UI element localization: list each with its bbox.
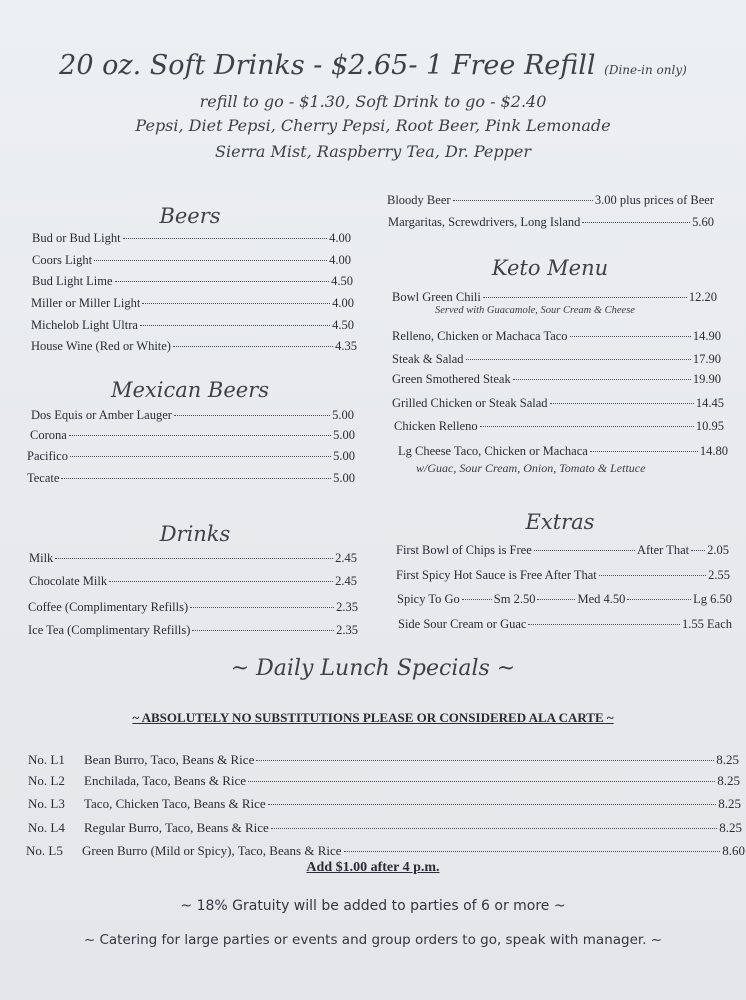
- menu-item: Spicy To Go Sm 2.50 Med 4.50 Lg 6.50: [397, 592, 732, 606]
- menu-item: Corona 5.00: [30, 428, 355, 442]
- gratuity-note: ~ 18% Gratuity will be added to parties of 6 or more ~: [180, 898, 566, 914]
- daily-lunch-specials-heading: ~ Daily Lunch Specials ~: [230, 656, 516, 681]
- menu-item: Tecate 5.00: [27, 471, 355, 485]
- keto-menu-heading: Keto Menu: [491, 256, 609, 280]
- menu-item: Green Smothered Steak 19.90: [392, 372, 721, 386]
- menu-item: Ice Tea (Complimentary Refills) 2.35: [28, 623, 358, 637]
- menu-item: First Spicy Hot Sauce is Free After That 2.55: [396, 568, 730, 582]
- soda-list-line-2: Sierra Mist, Raspberry Tea, Dr. Pepper: [215, 142, 531, 161]
- menu-item: Bud or Bud Light 4.00: [32, 231, 351, 245]
- menu-item: Chicken Relleno 10.95: [394, 419, 724, 433]
- lunch-special-row: No. L2 Enchilada, Taco, Beans & Rice 8.25: [28, 773, 740, 788]
- beers-heading: Beers: [159, 204, 221, 228]
- menu-item: Milk 2.45: [29, 551, 357, 565]
- lunch-special-row: No. L3 Taco, Chicken Taco, Beans & Rice 8.25: [28, 796, 741, 811]
- menu-item: Side Sour Cream or Guac 1.55 Each: [398, 617, 732, 631]
- menu-item-note: w/Guac, Sour Cream, Onion, Tomato & Lettuce: [416, 461, 646, 475]
- menu-item: Coffee (Complimentary Refills) 2.35: [28, 600, 358, 614]
- menu-item: Steak & Salad 17.90: [392, 352, 721, 366]
- menu-item: Michelob Light Ultra 4.50: [31, 318, 354, 332]
- menu-item: Lg Cheese Taco, Chicken or Machaca 14.80: [398, 444, 728, 458]
- menu-item: Bloody Beer 3.00 plus prices of Beer: [387, 193, 714, 207]
- refill-line: refill to go - $1.30, Soft Drink to go - $2.40: [199, 92, 547, 111]
- menu-item: Grilled Chicken or Steak Salad 14.45: [392, 396, 724, 410]
- lunch-special-row: No. L5 Green Burro (Mild or Spicy), Taco, Beans & Rice 8.60: [26, 843, 745, 858]
- menu-item: Chocolate Milk 2.45: [29, 574, 357, 588]
- catering-note: ~ Catering for large parties or events and group orders to go, speak with manager. ~: [83, 932, 663, 948]
- soda-list-line-1: Pepsi, Diet Pepsi, Cherry Pepsi, Root Beer, Pink Lemonade: [135, 116, 611, 135]
- evening-surcharge-note: Add $1.00 after 4 p.m.: [306, 860, 440, 875]
- dine-in-note: (Dine-in only): [604, 63, 687, 77]
- menu-item: Miller or Miller Light 4.00: [31, 296, 354, 310]
- menu-item: Bowl Green Chili 12.20: [392, 290, 717, 304]
- extras-heading: Extras: [525, 510, 595, 534]
- menu-item: Relleno, Chicken or Machaca Taco 14.90: [392, 329, 721, 343]
- lunch-special-row: No. L4 Regular Burro, Taco, Beans & Rice 8.25: [28, 820, 742, 835]
- soft-drinks-title: [0, 50, 746, 81]
- no-substitutions-banner: ~ ABSOLUTELY NO SUBSTITUTIONS PLEASE OR CONSIDERED ALA CARTE ~: [132, 710, 614, 725]
- mexican-beers-heading: Mexican Beers: [110, 378, 270, 402]
- menu-item: Dos Equis or Amber Lauger 5.00: [31, 408, 354, 422]
- menu-item-note: Served with Guacamole, Sour Cream & Cheese: [435, 305, 635, 316]
- menu-item: Margaritas, Screwdrivers, Long Island 5.60: [388, 215, 714, 229]
- menu-item: Coors Light 4.00: [32, 253, 351, 267]
- lunch-special-row: No. L1 Bean Burro, Taco, Beans & Rice 8.25: [28, 752, 739, 767]
- menu-item: Pacifico 5.00: [27, 449, 355, 463]
- drinks-heading: Drinks: [159, 522, 231, 546]
- menu-item: First Bowl of Chips is Free After That 2.05: [396, 543, 729, 557]
- menu-item: Bud Light Lime 4.50: [32, 274, 353, 288]
- soft-drinks-title-text: 20 oz. Soft Drinks - $2.65- 1 Free Refill: [59, 50, 596, 81]
- menu-item: House Wine (Red or White) 4.35: [31, 339, 357, 353]
